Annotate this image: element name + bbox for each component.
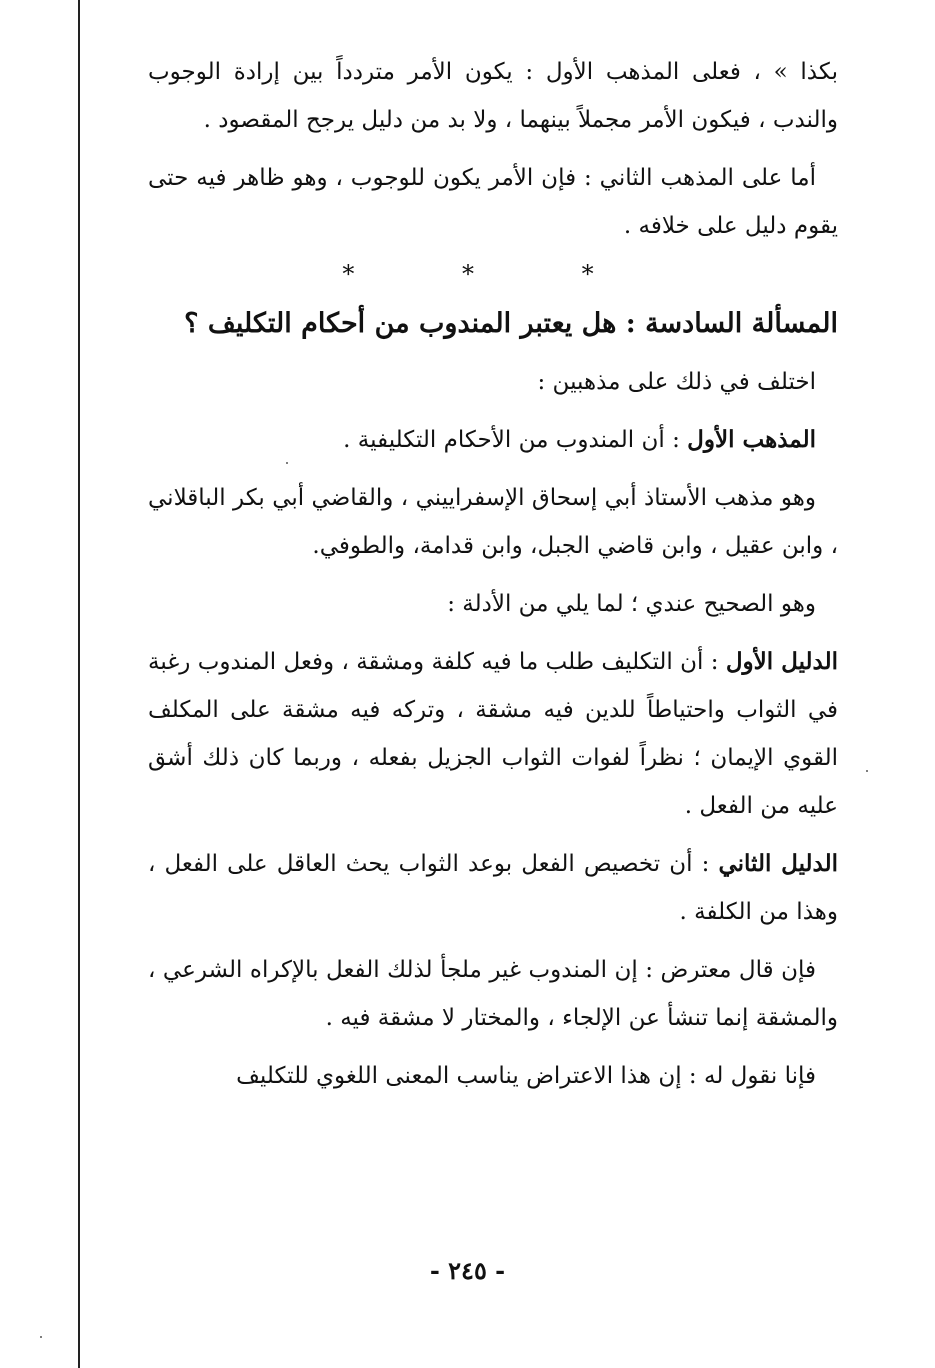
first-evidence-label: الدليل الأول (725, 648, 838, 675)
first-school-text: : أن المندوب من الأحكام التكليفية . (343, 427, 688, 453)
first-school-label: المذهب الأول (687, 426, 816, 453)
paragraph-objection: فإن قال معترض : إن المندوب غير ملجأ لذلك الفعل بالإكراه الشرعي ، والمشقة إنما تنشأ عن الإلجاء ، والمختار لا مشقة فيه . (148, 957, 838, 1031)
paragraph-scholars: وهو مذهب الأستاذ أبي إسحاق الإسفراييني ، والقاضي أبي بكر الباقلاني ، وابن عقيل ، وابن قاضي الجبل، وابن قدامة، والطوفي. (148, 485, 838, 559)
paragraph-first-evidence (148, 638, 838, 830)
scan-speck (866, 770, 868, 772)
second-evidence-label: الدليل الثاني (718, 850, 838, 877)
binding-margin-line (78, 0, 80, 1368)
page-number: - ٢٤٥ - (429, 1256, 506, 1285)
section-heading: المسألة السادسة : هل يعتبر المندوب من أحكام التكليف ؟ (184, 308, 838, 339)
paragraph-correct-view: وهو الصحيح عندي ؛ لما يلي من الأدلة : (447, 591, 816, 617)
second-evidence-text: : أن تخصيص الفعل بوعد الثواب يحث العاقل على الفعل ، وهذا من الكلفة . (148, 851, 838, 925)
page-body (148, 48, 838, 1110)
paragraph-second-evidence (148, 840, 838, 936)
paragraph-second-school: أما على المذهب الثاني : فإن الأمر يكون للوجوب ، وهو ظاهر فيه حتى يقوم دليل على خلافه . (148, 165, 838, 239)
paragraph-response: فإنا نقول له : إن هذا الاعتراض يناسب المعنى اللغوي للتكليف (236, 1063, 816, 1089)
first-evidence-text: : أن التكليف طلب ما فيه كلفة ومشقة ، وفعل المندوب رغبة في الثواب واحتياطاً للدين فيه مشقة ، وتركه فيه مشقة على المكلف القوي الإيمان ؛ نظراً لفوات الثواب الجزيل بفعله ، وربما كان ذلك أشق عليه من الفعل . (148, 649, 838, 819)
paragraph-disagreement: اختلف في ذلك على مذهبين : (537, 369, 816, 395)
section-separator: * * * (342, 260, 644, 288)
paragraph-first-school (148, 416, 838, 464)
paragraph-continuation: بكذا » ، فعلى المذهب الأول : يكون الأمر متردداً بين إرادة الوجوب والندب ، فيكون الأمر مجملاً بينهما ، ولا بد من دليل يرجح المقصود . (148, 59, 838, 133)
scan-speck (286, 462, 288, 464)
scan-speck (40, 1336, 42, 1338)
